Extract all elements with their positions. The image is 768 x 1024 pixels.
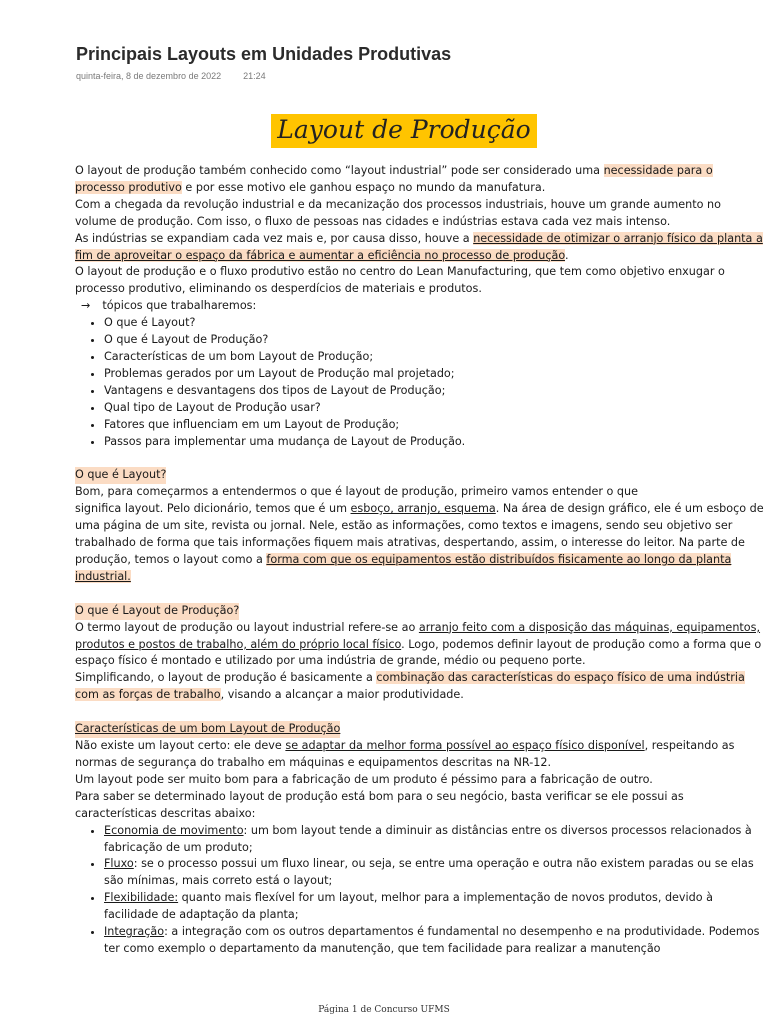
list-item: • Vantagens e desvantagens dos tipos de Layout de Produção;: [104, 383, 765, 400]
highlight: necessidade para o processo produtivo: [75, 164, 713, 194]
list-item: • Flexibilidade: quanto mais flexível for um layout, melhor para a implementação de novos produtos, devido à facilidade de adaptação da planta;: [104, 890, 765, 924]
underlined-text: esboço, arranjo, esquema: [350, 502, 496, 516]
underlined-text: se adaptar da melhor forma possível ao espaço físico disponível: [285, 739, 645, 753]
underlined-text: arranjo feito com a disposição das máquinas, equipamentos, produtos e postos de trabalho, além do próprio local físico: [75, 620, 761, 651]
topics-list: [75, 315, 765, 450]
topics-label: tópicos que trabalharemos:: [102, 299, 257, 313]
highlight: forma com que os equipamentos estão distribuídos fisicamente ao longo da planta industrial.: [75, 552, 732, 583]
page-footer: Página 1 de Concurso UFMS: [318, 1005, 450, 1015]
list-item-term: Fluxo: [104, 857, 134, 871]
section-1: [75, 467, 765, 484]
highlight: necessidade de otimizar o arranjo físico da planta a fim de aproveitar o espaço da fábrica e aumentar a eficiência no processo de produção: [75, 231, 763, 262]
section-title: O que é Layout de Produção?: [75, 603, 239, 620]
list-item-term: Flexibilidade:: [104, 891, 179, 905]
intro-paragraph-3: As indústrias se expandiam cada vez mais e, por causa disso, houve a necessidade de otimizar o arranjo físico da planta a fim de aproveitar o espaço da fábrica e aumentar a eficiência no processo de produção.: [75, 231, 763, 262]
intro-paragraph-4: O layout de produção e o fluxo produtivo estão no centro do Lean Manufacturing, que tem como objetivo enxugar o processo produtivo, eliminando os desperdícios de materiais e produtos.: [75, 265, 725, 296]
list-item: • Qual tipo de Layout de Produção usar?: [104, 400, 765, 417]
section-2-paragraph-1: O termo layout de produção ou layout industrial refere-se ao arranjo feito com a disposição das máquinas, equipamentos, produtos e postos de trabalho, além do próprio local físico. Logo, podemos definir layout de produção como a forma que o espaço físico é montado e utilizado por uma indústria de grande, médio ou pequeno porte.: [75, 620, 762, 668]
page-date: quinta-feira, 8 de dezembro de 2022: [76, 71, 222, 81]
highlight: combinação das características do espaço físico de uma indústria com as forças de trabalho: [75, 671, 745, 702]
section-3-paragraph-2: Um layout pode ser muito bom para a fabricação de um produto é péssimo para a fabricação de outro.: [75, 772, 653, 786]
document-body: [75, 163, 765, 958]
list-item: • Fluxo: se o processo possui um fluxo linear, ou seja, se entre uma operação e outra não existem paradas ou se elas são mínimas, mais correto está o layout;: [104, 856, 765, 890]
list-item-term: Economia de movimento: [104, 823, 244, 837]
section-2: [75, 603, 765, 620]
page-title: Principais Layouts em Unidades Produtivas: [76, 44, 452, 64]
list-item: • Passos para implementar uma mudança de Layout de Produção.: [104, 434, 765, 451]
list-item: • O que é Layout?: [104, 315, 765, 332]
page-meta: [76, 71, 266, 81]
section-1-paragraph-1: Bom, para começarmos a entendermos o que é layout de produção, primeiro vamos entender o que: [75, 485, 639, 499]
characteristics-list: [75, 823, 765, 958]
list-item: • Fatores que influenciam em um Layout de Produção;: [104, 417, 765, 434]
list-item: • Economia de movimento: um bom layout tende a diminuir as distâncias entre os diversos processos relacionados à fabricação de um produto;: [104, 823, 765, 857]
section-3-paragraph-3: Para saber se determinado layout de produção está bom para o seu negócio, basta verificar se ele possui as características descritas abaixo:: [75, 789, 684, 820]
list-item: • O que é Layout de Produção?: [104, 332, 765, 349]
section-3-paragraph-1: Não existe um layout certo: ele deve se adaptar da melhor forma possível ao espaço físico disponível, respeitando as normas de segurança do trabalho em máquinas e equipamentos descritas na NR-12.: [75, 739, 735, 769]
section-title: O que é Layout?: [75, 467, 166, 484]
list-item: • Características de um bom Layout de Produção;: [104, 349, 765, 366]
topics-label-line: [81, 298, 765, 315]
page-time: 21:24: [243, 71, 266, 81]
list-item: • Problemas gerados por um Layout de Produção mal projetado;: [104, 366, 765, 383]
intro-paragraph-2: Com a chegada da revolução industrial e da mecanização dos processos industriais, houve um grande aumento no volume de produção. Com isso, o fluxo de pessoas nas cidades e indústrias estava cada vez mais intenso.: [75, 197, 721, 228]
list-item: • Integração: a integração com os outros departamentos é fundamental no desempenho e na produtividade. Podemos ter como exemplo o departamento da manutenção, que tem facilidade para realizar a manutenção: [104, 924, 765, 958]
section-1-paragraph-2: significa layout. Pelo dicionário, temos que é um esboço, arranjo, esquema. Na área de design gráfico, ele é um esboço de uma página de um site, revista ou jornal. Nele, estão as informações, como textos e imagens, sendo seu objetivo ser trabalhado de forma que tais informações fiquem mais atrativas, despertando, assim, o interesse do leitor. Na parte de produção, temos o layout como a forma com que os equipamentos estão distribuídos fisicamente ao longo da planta industrial.: [75, 502, 764, 583]
section-3: [75, 721, 765, 738]
intro-paragraph-1: O layout de produção também conhecido como “layout industrial” pode ser considerado uma necessidade para o processo produtivo e por esse motivo ele ganhou espaço no mundo da manufatura.: [75, 164, 713, 194]
document-heading: Layout de Produção: [271, 114, 536, 148]
list-item-term: Integração: [104, 925, 165, 939]
section-2-paragraph-2: Simplificando, o layout de produção é basicamente a combinação das características do espaço físico de uma indústria com as forças de trabalho, visando a alcançar a maior produtividade.: [75, 671, 745, 702]
section-title: Características de um bom Layout de Produção: [75, 721, 340, 738]
arrow-icon: →: [81, 299, 91, 313]
